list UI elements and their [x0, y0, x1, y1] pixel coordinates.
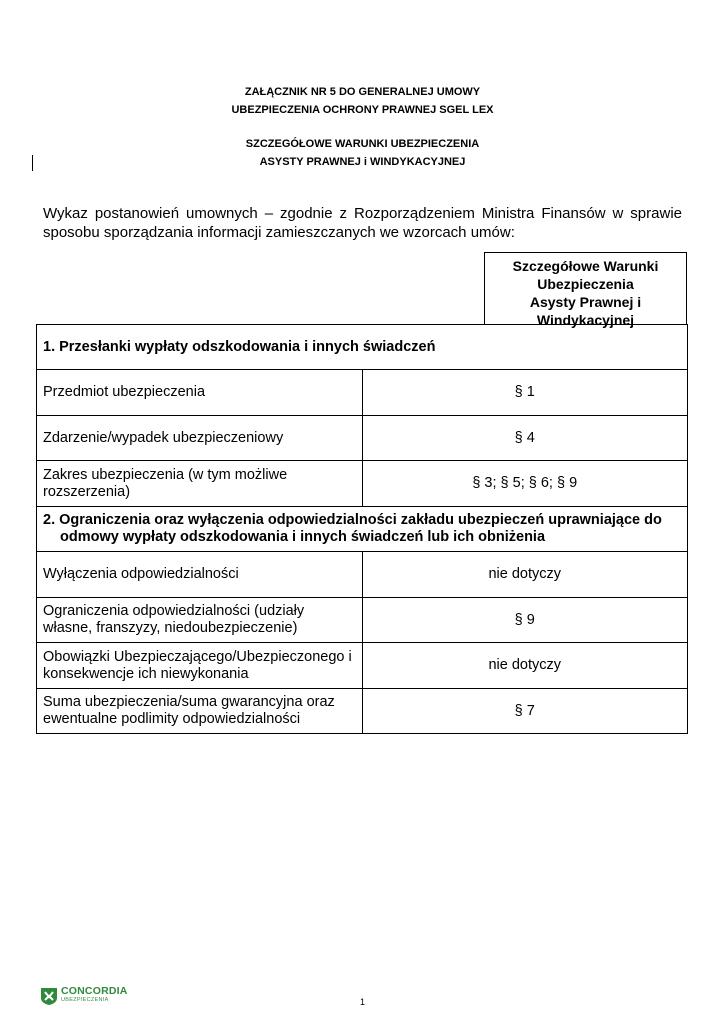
table-row [37, 370, 688, 416]
provisions-table-body [36, 324, 688, 734]
column-header-line-4: Windykacyjnej [536, 312, 635, 328]
document-subtitle [0, 135, 725, 171]
section-2-title-text: 2. Ograniczenia oraz wyłączenia odpowiedzialności zakładu ubezpieczeń uprawniające do odmowy wypłaty odszkodowania i innych świadczeń lub ich obniżenia [43, 512, 662, 545]
row-value: § 4 [362, 416, 688, 461]
provisions-table [36, 252, 688, 734]
row-value: nie dotyczy [362, 552, 688, 598]
table-header-row [36, 252, 688, 328]
row-value: § 9 [362, 598, 688, 643]
column-header [484, 252, 687, 328]
subtitle-line-2: ASYSTY PRAWNEJ i WINDYKACYJNEJ [259, 156, 466, 168]
row-label: Suma ubezpieczenia/suma gwarancyjna oraz ewentualne podlimity odpowiedzialności [37, 689, 363, 734]
row-label: Ograniczenia odpowiedzialności (udziały własne, franszyzy, niedoubezpieczenie) [37, 598, 363, 643]
table-row [37, 689, 688, 734]
column-header-line-1: Szczegółowe Warunki [512, 258, 659, 274]
section-2-title [37, 507, 688, 552]
subtitle-line-1: SZCZEGÓŁOWE WARUNKI UBEZPIECZENIA [245, 138, 480, 150]
row-label: Zakres ubezpieczenia (w tym możliwe rozszerzenia) [37, 461, 363, 507]
text-cursor-mark [32, 155, 33, 171]
column-header-line-3: Asysty Prawnej i [529, 294, 642, 310]
document-title [0, 83, 725, 119]
row-label: Zdarzenie/wypadek ubezpieczeniowy [37, 416, 363, 461]
row-label: Przedmiot ubezpieczenia [37, 370, 363, 416]
section-1-row [37, 325, 688, 370]
table-row [37, 416, 688, 461]
row-value: § 7 [362, 689, 688, 734]
row-value: § 1 [362, 370, 688, 416]
column-header-line-2: Ubezpieczenia [537, 276, 634, 292]
table-row [37, 598, 688, 643]
logo-name: CONCORDIA [61, 985, 128, 997]
row-value: nie dotyczy [362, 643, 688, 689]
table-row [37, 643, 688, 689]
row-value: § 3; § 5; § 6; § 9 [362, 461, 688, 507]
title-line-1: ZAŁĄCZNIK NR 5 DO GENERALNEJ UMOWY [244, 86, 481, 98]
page-number: 1 [359, 997, 365, 1007]
row-label: Obowiązki Ubezpieczającego/Ubezpieczonego i konsekwencje ich niewykonania [37, 643, 363, 689]
section-2-row [37, 507, 688, 552]
table-row [37, 461, 688, 507]
intro-paragraph: Wykaz postanowień umownych – zgodnie z Rozporządzeniem Ministra Finansów w sprawie sposobu sporządzania informacji zamieszczanych we wzorcach umów: [43, 205, 682, 241]
section-1-title: 1. Przesłanki wypłaty odszkodowania i innych świadczeń [37, 325, 688, 370]
logo-subtitle: UBEZPIECZENIA [61, 997, 109, 1003]
table-row [37, 552, 688, 598]
title-line-2: UBEZPIECZENIA OCHRONY PRAWNEJ SGEL LEX [231, 104, 494, 116]
row-label: Wyłączenia odpowiedzialności [37, 552, 363, 598]
